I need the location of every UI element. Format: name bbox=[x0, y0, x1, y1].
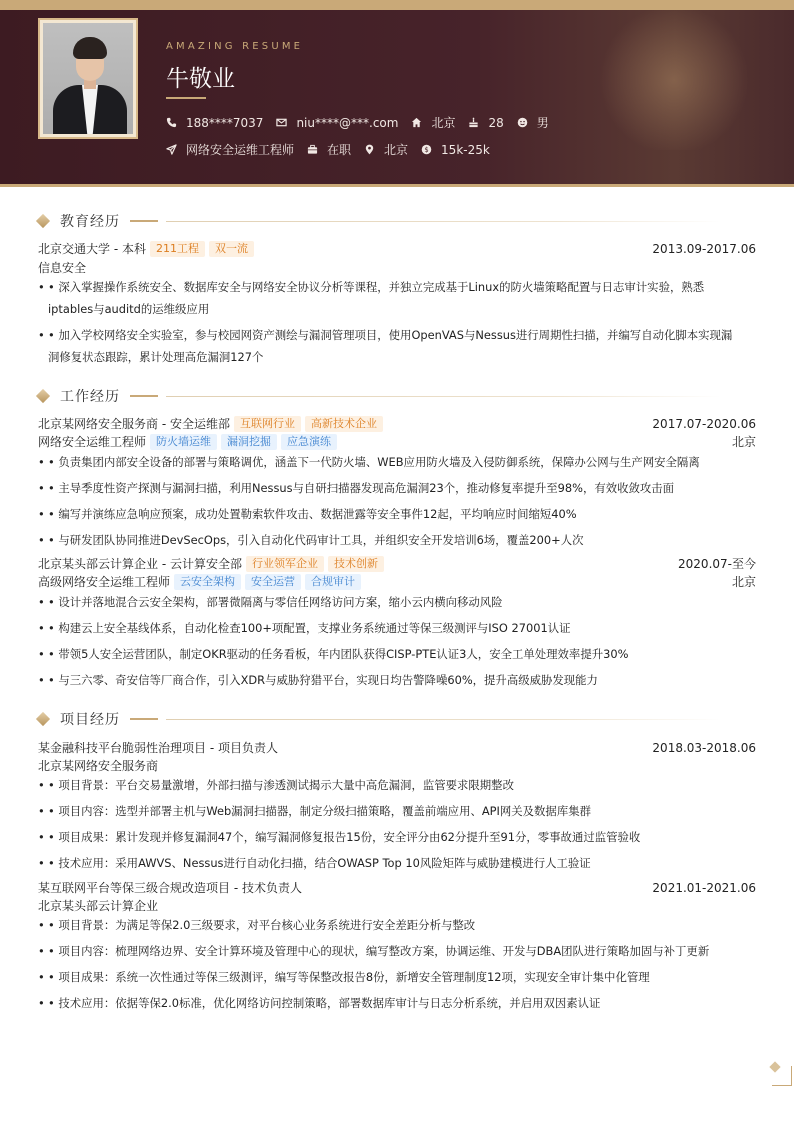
job-date: 2020.07-至今 bbox=[678, 557, 756, 571]
job-bullet: • • 编写并演练应急响应预案，成功处置勒索软件攻击、数据泄露等安全事件12起，平均响应时间缩短40% bbox=[38, 503, 756, 525]
job-bullet: • • 与研发团队协同推进DevSecOps，引入自动化代码审计工具，并组织安全开发培训6场，覆盖200+人次 bbox=[38, 529, 756, 551]
project-bullet: • • 项目成果：累计发现并修复漏洞47个，编写漏洞修复报告15份，安全评分由62分提升至91分，零事故通过监管验收 bbox=[38, 826, 756, 848]
age-text: 28 bbox=[488, 115, 504, 130]
phone-icon bbox=[166, 117, 177, 128]
job-date: 2017.07-2020.06 bbox=[652, 416, 756, 431]
home-item bbox=[411, 114, 455, 131]
school-tag: 211工程 bbox=[150, 241, 205, 257]
education-bullet-continued bbox=[38, 301, 756, 317]
project-date: 2018.03-2018.06 bbox=[652, 740, 756, 755]
profile-photo bbox=[43, 23, 133, 134]
section-divider bbox=[166, 396, 721, 397]
project-header bbox=[38, 739, 756, 756]
corner-diamond-icon bbox=[769, 1061, 780, 1072]
project-name: 某金融科技平台脆弱性治理项目 - 项目负责人 bbox=[38, 741, 278, 755]
candidate-name: 牛敬业 bbox=[166, 66, 235, 92]
salary-text: 15k-25k bbox=[441, 142, 490, 157]
home-text: 北京 bbox=[431, 116, 456, 130]
corner-line bbox=[791, 1066, 792, 1086]
project-header bbox=[38, 879, 756, 896]
gender-item bbox=[517, 114, 549, 131]
resume-header bbox=[0, 10, 794, 186]
job-header bbox=[38, 415, 756, 432]
contact-row bbox=[166, 114, 562, 131]
role-tag: 应急演练 bbox=[281, 434, 337, 450]
project-bullet: • • 项目成果：系统一次性通过等保三级测评，编写等保整改报告8份，新增安全管理制度12项，实现安全审计集中化管理 bbox=[38, 966, 756, 988]
education-date: 2013.09-2017.06 bbox=[652, 241, 756, 256]
section-heading bbox=[36, 211, 158, 231]
role-tag: 云安全架构 bbox=[174, 574, 241, 590]
project-bullet: • • 项目背景：平台交易量激增，外部扫描与渗透测试揭示大量中高危漏洞，监管要求限期整改 bbox=[38, 774, 756, 796]
job-header bbox=[38, 555, 756, 572]
header-bottom-line bbox=[0, 184, 794, 187]
education-bullet: • • 深入掌握操作系统安全、数据库安全与网络安全协议分析等课程，并独立完成基于Linux的防火墙策略配置与日志审计实验，熟悉 bbox=[38, 276, 756, 298]
project-bullet: • • 项目内容：选型并部署主机与Web漏洞扫描器，制定分级扫描策略，覆盖前端应用、API网关及数据库集群 bbox=[38, 800, 756, 822]
job-city: 北京 bbox=[731, 575, 756, 589]
email-text: niu****@***.com bbox=[296, 115, 399, 130]
section-heading bbox=[36, 386, 158, 406]
project-org: 北京某网络安全服务商 bbox=[38, 759, 159, 773]
name-underline bbox=[166, 97, 206, 99]
section-divider bbox=[166, 221, 721, 222]
role-tag: 安全运营 bbox=[245, 574, 301, 590]
education-bullet-continued bbox=[38, 349, 756, 365]
role-tag: 漏洞挖掘 bbox=[221, 434, 277, 450]
project-date: 2021.01-2021.06 bbox=[652, 880, 756, 895]
svg-text:$: $ bbox=[424, 145, 429, 154]
corner-line bbox=[772, 1085, 792, 1086]
job-bullet: • • 构建云上安全基线体系，自动化检查100+项配置，支撑业务系统通过等保三级测评与ISO 27001认证 bbox=[38, 617, 756, 639]
project-bullet: • • 项目背景：为满足等保2.0三级要求，对平台核心业务系统进行安全差距分析与整改 bbox=[38, 914, 756, 936]
company-tag: 行业领军企业 bbox=[246, 556, 324, 572]
section-heading bbox=[36, 709, 158, 729]
location-icon bbox=[364, 144, 375, 155]
job-role-row bbox=[38, 573, 756, 590]
header-glow bbox=[594, 10, 754, 150]
project-org-row bbox=[38, 897, 756, 914]
company-tag: 高新技术企业 bbox=[305, 416, 383, 432]
gender-text: 男 bbox=[536, 116, 549, 130]
section-title: 教育经历 bbox=[60, 214, 120, 230]
top-accent-strip bbox=[0, 0, 794, 10]
project-bullet: • • 技术应用：采用AWVS、Nessus进行自动化扫描，结合OWASP Top 10风险矩阵与威胁建模进行人工验证 bbox=[38, 852, 756, 874]
diamond-icon bbox=[36, 214, 50, 228]
project-bullet: • • 技术应用：依据等保2.0标准，优化网络访问控制策略，部署数据库审计与日志分析系统，并启用双因素认证 bbox=[38, 992, 756, 1014]
project-name: 某互联网平台等保三级合规改造项目 - 技术负责人 bbox=[38, 881, 302, 895]
section-dash bbox=[130, 220, 158, 222]
job-city: 北京 bbox=[731, 435, 756, 449]
job-bullet: • • 主导季度性资产探测与漏洞扫描，利用Nessus与自研扫描器发现高危漏洞23个，推动修复率提升至98%，有效收敛攻击面 bbox=[38, 477, 756, 499]
status-text: 在职 bbox=[327, 143, 352, 157]
city-text: 北京 bbox=[384, 143, 409, 157]
bullet-text: 洞修复状态跟踪，累计处理高危漏洞127个 bbox=[48, 350, 264, 364]
job-bullet: • • 设计并落地混合云安全架构，部署微隔离与零信任网络访问方案，缩小云内横向移动风险 bbox=[38, 591, 756, 613]
job-bullet: • • 负责集团内部安全设备的部署与策略调优，涵盖下一代防火墙、WEB应用防火墙及入侵防御系统，保障办公网与生产网安全隔离 bbox=[38, 451, 756, 473]
project-bullet: • • 项目内容：梳理网络边界、安全计算环境及管理中心的现状，编写整改方案，协调运维、开发与DBA团队进行策略加固与补丁更新 bbox=[38, 940, 756, 962]
education-bullet: • • 加入学校网络安全实验室，参与校园网资产测绘与漏洞管理项目，使用OpenVAS与Nessus进行周期性扫描，并编写自动化脚本实现漏 bbox=[38, 324, 756, 346]
resume-tagline: AMAZING RESUME bbox=[166, 41, 304, 52]
position-item bbox=[166, 141, 294, 158]
job-intent-row bbox=[166, 141, 503, 158]
bullet-text: iptables与auditd的运维级应用 bbox=[48, 302, 210, 316]
job-role: 高级网络安全运维工程师 bbox=[38, 575, 171, 589]
mail-icon bbox=[276, 117, 287, 128]
school-name: 北京交通大学 - 本科 bbox=[38, 242, 146, 256]
role-tag: 防火墙运维 bbox=[150, 434, 217, 450]
section-title: 项目经历 bbox=[60, 712, 120, 728]
project-org: 北京某头部云计算企业 bbox=[38, 899, 159, 913]
company-tag: 互联网行业 bbox=[234, 416, 301, 432]
briefcase-icon bbox=[307, 144, 318, 155]
money-icon bbox=[421, 144, 432, 155]
job-bullet: • • 与三六零、奇安信等厂商合作，引入XDR与威胁狩猎平台，实现日均告警降噪60%，提升高级威胁发现能力 bbox=[38, 669, 756, 691]
major-row bbox=[38, 259, 756, 276]
user-icon bbox=[517, 117, 528, 128]
diamond-icon bbox=[36, 389, 50, 403]
company-tag: 技术创新 bbox=[328, 556, 384, 572]
section-dash bbox=[130, 395, 158, 397]
section-dash bbox=[130, 718, 158, 720]
diamond-icon bbox=[36, 712, 50, 726]
school-tag: 双一流 bbox=[209, 241, 254, 257]
age-item bbox=[468, 116, 503, 130]
major-name: 信息安全 bbox=[38, 261, 87, 275]
status-item bbox=[307, 141, 351, 158]
send-icon bbox=[166, 144, 177, 155]
section-title: 工作经历 bbox=[60, 389, 120, 405]
company-name: 北京某网络安全服务商 - 安全运维部 bbox=[38, 417, 230, 431]
job-bullet: • • 带领5人安全运营团队，制定OKR驱动的任务看板，年内团队获得CISP-PTE认证3人，安全工单处理效率提升30% bbox=[38, 643, 756, 665]
email-item bbox=[276, 116, 398, 130]
company-name: 北京某头部云计算企业 - 云计算安全部 bbox=[38, 557, 242, 571]
job-role: 网络安全运维工程师 bbox=[38, 435, 147, 449]
position-text: 网络安全运维工程师 bbox=[186, 143, 295, 157]
city-item bbox=[364, 141, 408, 158]
home-icon bbox=[411, 117, 422, 128]
education-entry-header bbox=[38, 240, 756, 257]
phone-text: 188****7037 bbox=[186, 115, 264, 130]
section-divider bbox=[166, 719, 721, 720]
job-role-row bbox=[38, 433, 756, 450]
avatar bbox=[38, 18, 138, 139]
phone-item bbox=[166, 116, 263, 130]
role-tag: 合规审计 bbox=[305, 574, 361, 590]
project-org-row bbox=[38, 757, 756, 774]
salary-item bbox=[421, 143, 490, 157]
cake-icon bbox=[468, 117, 479, 128]
